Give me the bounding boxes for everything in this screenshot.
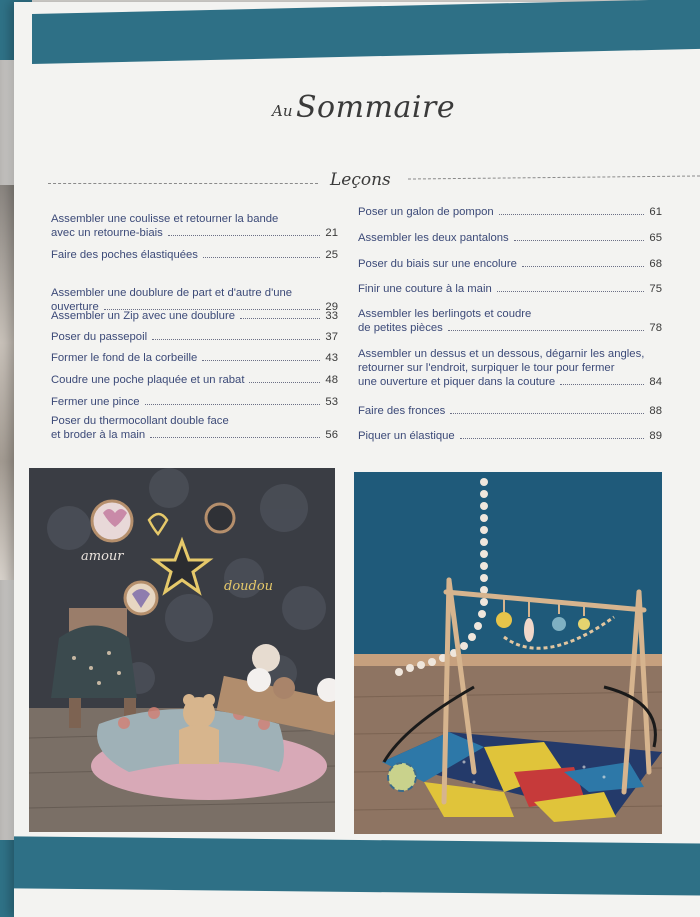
toc-page-number: 61	[649, 206, 662, 218]
toc-page-number: 68	[649, 258, 662, 270]
photo-play-mat	[354, 472, 662, 834]
toc-leader-dots	[202, 360, 320, 361]
section-label: Leçons	[330, 170, 391, 190]
toc-leader-dots	[450, 413, 644, 414]
toc-page-number: 43	[325, 352, 338, 364]
toc-entry-lastline	[358, 231, 662, 245]
book-page	[14, 2, 700, 917]
toc-entry[interactable]	[358, 205, 662, 219]
toc-entry-lastline	[51, 226, 338, 240]
toc-page-number: 33	[325, 310, 338, 322]
toc-entry-text: Former le fond de la corbeille	[51, 352, 198, 364]
toc-page-number: 37	[325, 331, 338, 343]
toc-entry-lastline	[51, 428, 338, 442]
toc-leader-dots	[152, 339, 320, 340]
toc-entry-text: Poser du biais sur une encolure	[358, 258, 517, 270]
title-main-word: Sommaire	[296, 90, 456, 125]
page-title	[254, 90, 474, 140]
toc-entry-text: Finir une couture à la main	[358, 283, 492, 295]
toc-entry-lastline	[358, 375, 662, 389]
toc-entry-text: et broder à la main	[51, 429, 146, 441]
toc-page-number: 21	[325, 227, 338, 239]
toc-page-number: 29	[325, 301, 338, 313]
toc-entry[interactable]	[358, 347, 662, 389]
toy-bear	[252, 644, 280, 672]
toc-entry[interactable]	[51, 414, 338, 442]
sign-doudou: doudou	[224, 579, 274, 594]
toc-leader-dots	[240, 318, 320, 319]
toc-entry-lastline	[358, 429, 662, 443]
toc-leader-dots	[514, 240, 645, 241]
toc-entry-text: Fermer une pince	[51, 396, 140, 408]
toc-page-number: 84	[649, 376, 662, 388]
toc-entry-text: Poser un galon de pompon	[358, 206, 494, 218]
sign-amour: amour	[81, 549, 124, 564]
toc-entry-lastline	[51, 309, 338, 323]
toc-entry[interactable]	[358, 282, 662, 296]
toc-entry-lastline	[51, 395, 338, 409]
toc-entry-lastline	[358, 404, 662, 418]
toc-leader-dots	[203, 257, 320, 258]
section-rule-right	[408, 175, 700, 179]
title-small-word: Au	[272, 102, 293, 120]
playmat-illustration	[354, 472, 662, 834]
toc-page-number: 65	[649, 232, 662, 244]
toc-page-number: 78	[649, 322, 662, 334]
toc-entry-text: Poser du passepoil	[51, 331, 148, 343]
toc-leader-dots	[150, 437, 320, 438]
toc-leader-dots	[560, 384, 644, 385]
toc-page-number: 56	[325, 429, 338, 441]
section-heading	[48, 172, 698, 192]
toc-entry-text: Faire des fronces	[358, 405, 446, 417]
toc-page-number: 48	[325, 374, 338, 386]
toc-entry-lastline	[358, 257, 662, 271]
toc-leader-dots	[499, 214, 645, 215]
toc-entry-lastline	[358, 205, 662, 219]
toc-entry-lastline	[51, 373, 338, 387]
toc-entry-text: Coudre une poche plaquée et un rabat	[51, 374, 245, 386]
toc-entry[interactable]	[358, 307, 662, 335]
toc-entry-text: Piquer un élastique	[358, 430, 455, 442]
toc-entry[interactable]	[51, 212, 338, 240]
nursery-illustration	[29, 468, 335, 832]
toc-entry-text: Assembler une coulisse et retourner la bande	[51, 213, 279, 225]
toc-entry-text: Assembler un Zip avec une doublure	[51, 310, 235, 322]
toc-entry-lastline	[358, 321, 662, 335]
top-teal-band	[32, 0, 700, 64]
toc-entry-text: Assembler une doublure de part et d'autre d'une	[51, 287, 293, 299]
toc-entry-text: Poser du thermocollant double face	[51, 415, 229, 427]
toc-leader-dots	[497, 291, 645, 292]
toc-page-number: 25	[325, 249, 338, 261]
toc-entry[interactable]	[51, 248, 338, 262]
toc-leader-dots	[249, 382, 320, 383]
toc-entry-text: retourner sur l'endroit, surpiquer le tour pour fermer	[358, 362, 615, 374]
bottom-teal-band	[14, 836, 700, 895]
toc-entry-text: ouverture	[51, 301, 99, 313]
toc-entry[interactable]	[51, 351, 338, 365]
toc-leader-dots	[168, 235, 321, 236]
section-rule-left	[48, 183, 318, 184]
toc-entry[interactable]	[51, 395, 338, 409]
photo-nursery	[29, 468, 335, 832]
toc-page-number: 53	[325, 396, 338, 408]
toc-entry[interactable]	[51, 330, 338, 344]
toc-entry[interactable]	[358, 231, 662, 245]
toc-page-number: 88	[649, 405, 662, 417]
toc-page-number: 75	[649, 283, 662, 295]
toc-entry-text: avec un retourne-biais	[51, 227, 163, 239]
toc-entry[interactable]	[358, 404, 662, 418]
toc-leader-dots	[522, 266, 645, 267]
toc-entry-lastline	[51, 330, 338, 344]
toc-leader-dots	[145, 404, 321, 405]
toc-entry-lastline	[358, 282, 662, 296]
toc-entry[interactable]	[51, 373, 338, 387]
toc-entry-lastline	[51, 248, 338, 262]
toc-entry-text: de petites pièces	[358, 322, 443, 334]
toc-entry[interactable]	[51, 309, 338, 323]
toc-entry-text: Assembler les berlingots et coudre	[358, 308, 532, 320]
toc-entry-text: une ouverture et piquer dans la couture	[358, 376, 556, 388]
toc-leader-dots	[448, 330, 645, 331]
toc-entry[interactable]	[358, 257, 662, 271]
toc-page-number: 89	[649, 430, 662, 442]
toc-entry-text: Assembler un dessus et un dessous, dégarnir les angles,	[358, 348, 645, 360]
toc-entry-text: Assembler les deux pantalons	[358, 232, 509, 244]
toc-entry[interactable]	[358, 429, 662, 443]
toc-entry-lastline	[51, 351, 338, 365]
toc-leader-dots	[460, 438, 645, 439]
toc-entry-text: Faire des poches élastiquées	[51, 249, 198, 261]
